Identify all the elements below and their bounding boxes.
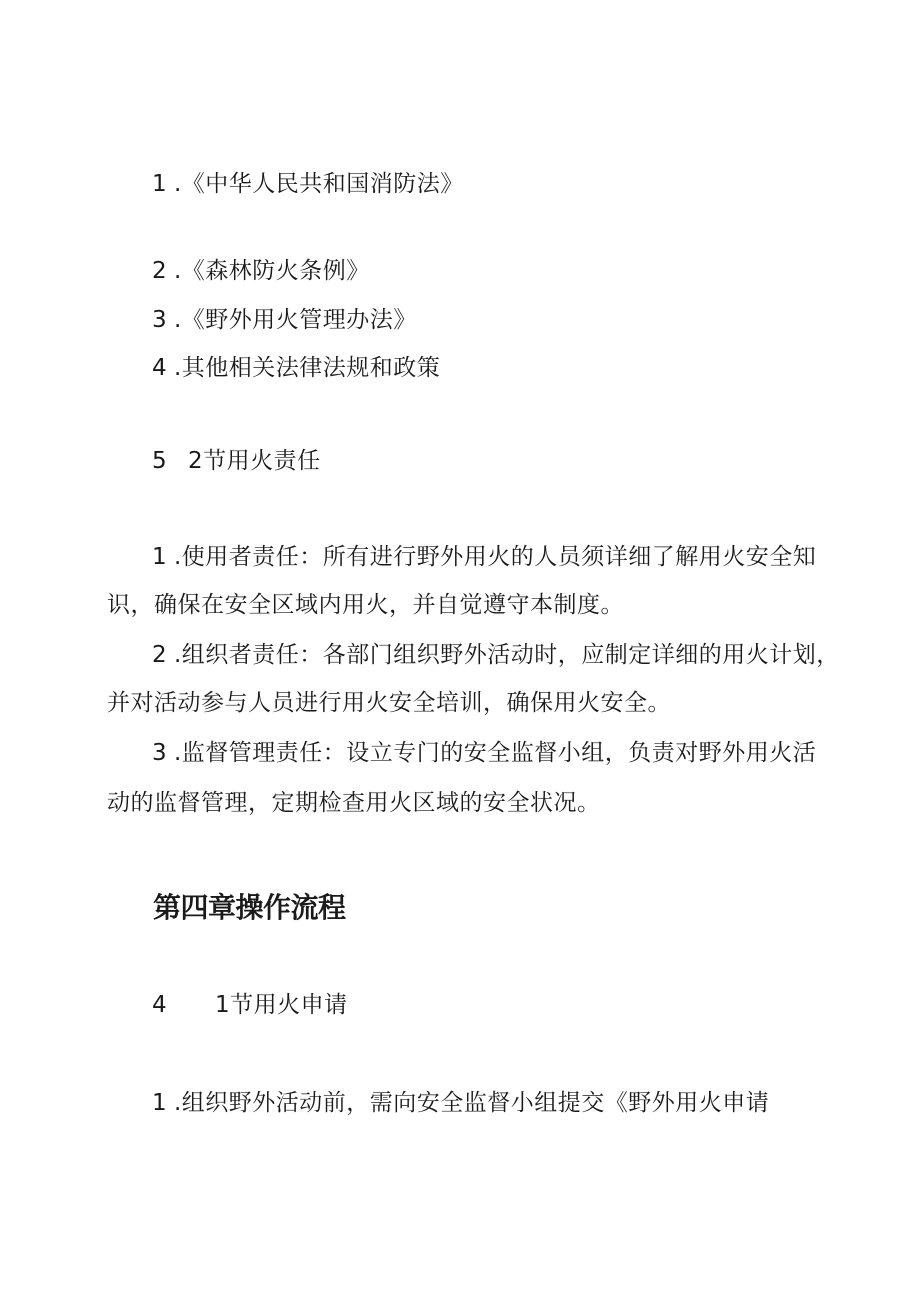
chapter-heading: 第四章操作流程 [153,891,346,924]
section-title: 1节用火申请 [215,992,348,1018]
paragraph-text: .监督管理责任：设立专门的安全监督小组，负责对野外用火活 [174,740,817,766]
item-number: 3 [152,740,168,766]
responsibility-2-line-1 [152,640,840,670]
responsibility-1-line-1 [152,542,816,572]
law-item-1 [152,169,464,199]
section-number: 5 [152,448,168,474]
section-number: 4 [152,992,168,1018]
law-number: 3 [152,307,168,333]
section-heading-4-1 [152,990,348,1020]
application-item-1 [152,1088,769,1118]
responsibility-3-line-2: 动的监督管理，定期检查用火区域的安全状况。 [107,790,601,816]
paragraph-text: .组织野外活动前，需向安全监督小组提交《野外用火申请 [174,1090,770,1116]
item-number: 1 [152,1090,168,1116]
law-text: .《中华人民共和国消防法》 [174,171,464,197]
law-text: .其他相关法律法规和政策 [174,355,441,381]
law-text: .《森林防火条例》 [174,258,370,284]
law-item-3 [152,305,417,335]
law-item-2 [152,256,370,286]
section-title: 2节用火责任 [188,448,321,474]
law-number: 4 [152,355,168,381]
item-number: 1 [152,544,168,570]
paragraph-text: .使用者责任：所有进行野外用火的人员须详细了解用火安全知 [174,544,817,570]
law-number: 2 [152,258,168,284]
responsibility-2-line-2: 并对活动参与人员进行用火安全培训，确保用火安全。 [107,690,671,716]
responsibility-1-line-2: 识，确保在安全区域内用火，并自觉遵守本制度。 [107,592,624,618]
responsibility-3-line-1 [152,738,816,768]
section-heading-5-2 [152,446,321,476]
paragraph-text: .组织者责任：各部门组织野外活动时，应制定详细的用火计划， [174,642,840,668]
law-item-4 [152,353,440,383]
law-text: .《野外用火管理办法》 [174,307,417,333]
law-number: 1 [152,171,168,197]
item-number: 2 [152,642,168,668]
